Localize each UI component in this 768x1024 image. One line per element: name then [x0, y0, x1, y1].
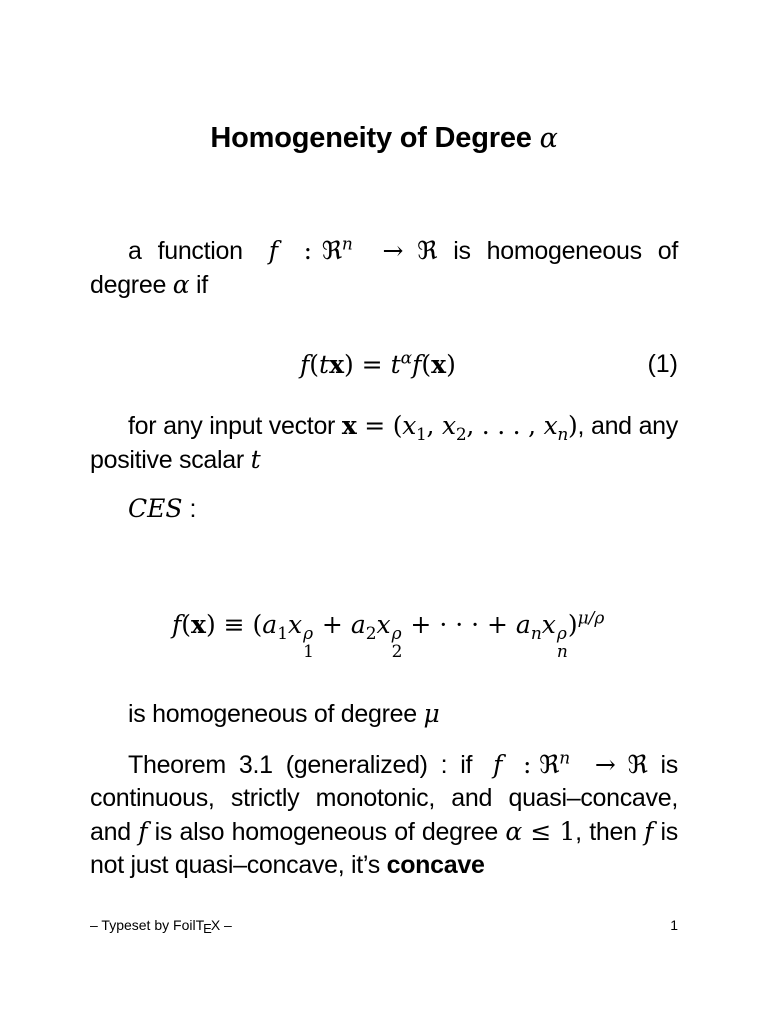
theorem-line2: continuous, strictly monotonic, and quasi–concave, — [90, 784, 678, 812]
equation-number: (1) — [647, 350, 678, 378]
theorem-is: is — [660, 751, 678, 779]
tex-logo — [195, 917, 221, 936]
tex-t: T — [195, 917, 205, 933]
theorem-also-homogeneous: is also homogeneous of degree — [154, 818, 498, 846]
ces-colon: : — [189, 495, 197, 523]
theorem-and: and — [90, 818, 131, 846]
positive-scalar-text: positive scalar — [90, 446, 244, 474]
ces-label — [128, 494, 196, 524]
homogeneous-mu-text: is homogeneous of degree — [128, 700, 417, 728]
footer-typeset-suffix: – — [220, 917, 232, 933]
ces-equation: $f(x) \equiv (a_1x$ ρ 1 + $a_2x$ ρ 2 + · · · + $a_nx$ ρ n )$^{\mu/\rho}$ — [172, 608, 605, 662]
definition-paragraph: a function f : ℜ$^n$ → ℜ is homogeneous of degree α if — [90, 234, 679, 299]
title-text: Homogeneity of Degree — [210, 122, 532, 154]
footer-typeset-prefix: – Typeset by Foil — [90, 917, 196, 933]
definition-if: if — [195, 271, 208, 299]
tex-e: E — [203, 921, 212, 936]
definition-prefix: a function — [128, 237, 243, 265]
theorem-not-just: is not just quasi–concave, it’s — [90, 818, 678, 879]
title-alpha-symbol: α — [539, 123, 558, 154]
input-vector-and-any: , and any — [577, 412, 678, 440]
theorem-then: , then — [575, 818, 637, 846]
page-title — [0, 122, 768, 155]
page-number: 1 — [670, 917, 678, 933]
footer-typeset — [90, 917, 232, 936]
definition-is-homogeneous: is homogeneous of — [453, 237, 679, 265]
homogeneous-mu-paragraph: is homogeneous of degree μ — [128, 699, 440, 728]
ces-name: CES — [128, 494, 183, 523]
theorem-label: Theorem 3.1 (generalized) : if — [128, 751, 473, 779]
theorem-concave: concave — [386, 851, 485, 879]
definition-degree: degree — [90, 271, 167, 299]
input-vector-paragraph: for any input vector $x = (x_1$, $x_2$, . . . , $x_n$), and any positive scalar t — [90, 411, 678, 474]
tex-x: X — [210, 917, 221, 933]
equation-1: $f(tx) = t^\alpha f(x)$ — [300, 348, 456, 379]
input-vector-prefix: for any input vector — [128, 412, 336, 440]
theorem-paragraph: Theorem 3.1 (generalized) : if f : ℜ$^n$ → ℜ is continuous, strictly monotonic, and quasi–concave, and f is also homogeneous of degree α ≤ 1, then f is not just quasi–concave, it’s concave — [90, 748, 678, 879]
